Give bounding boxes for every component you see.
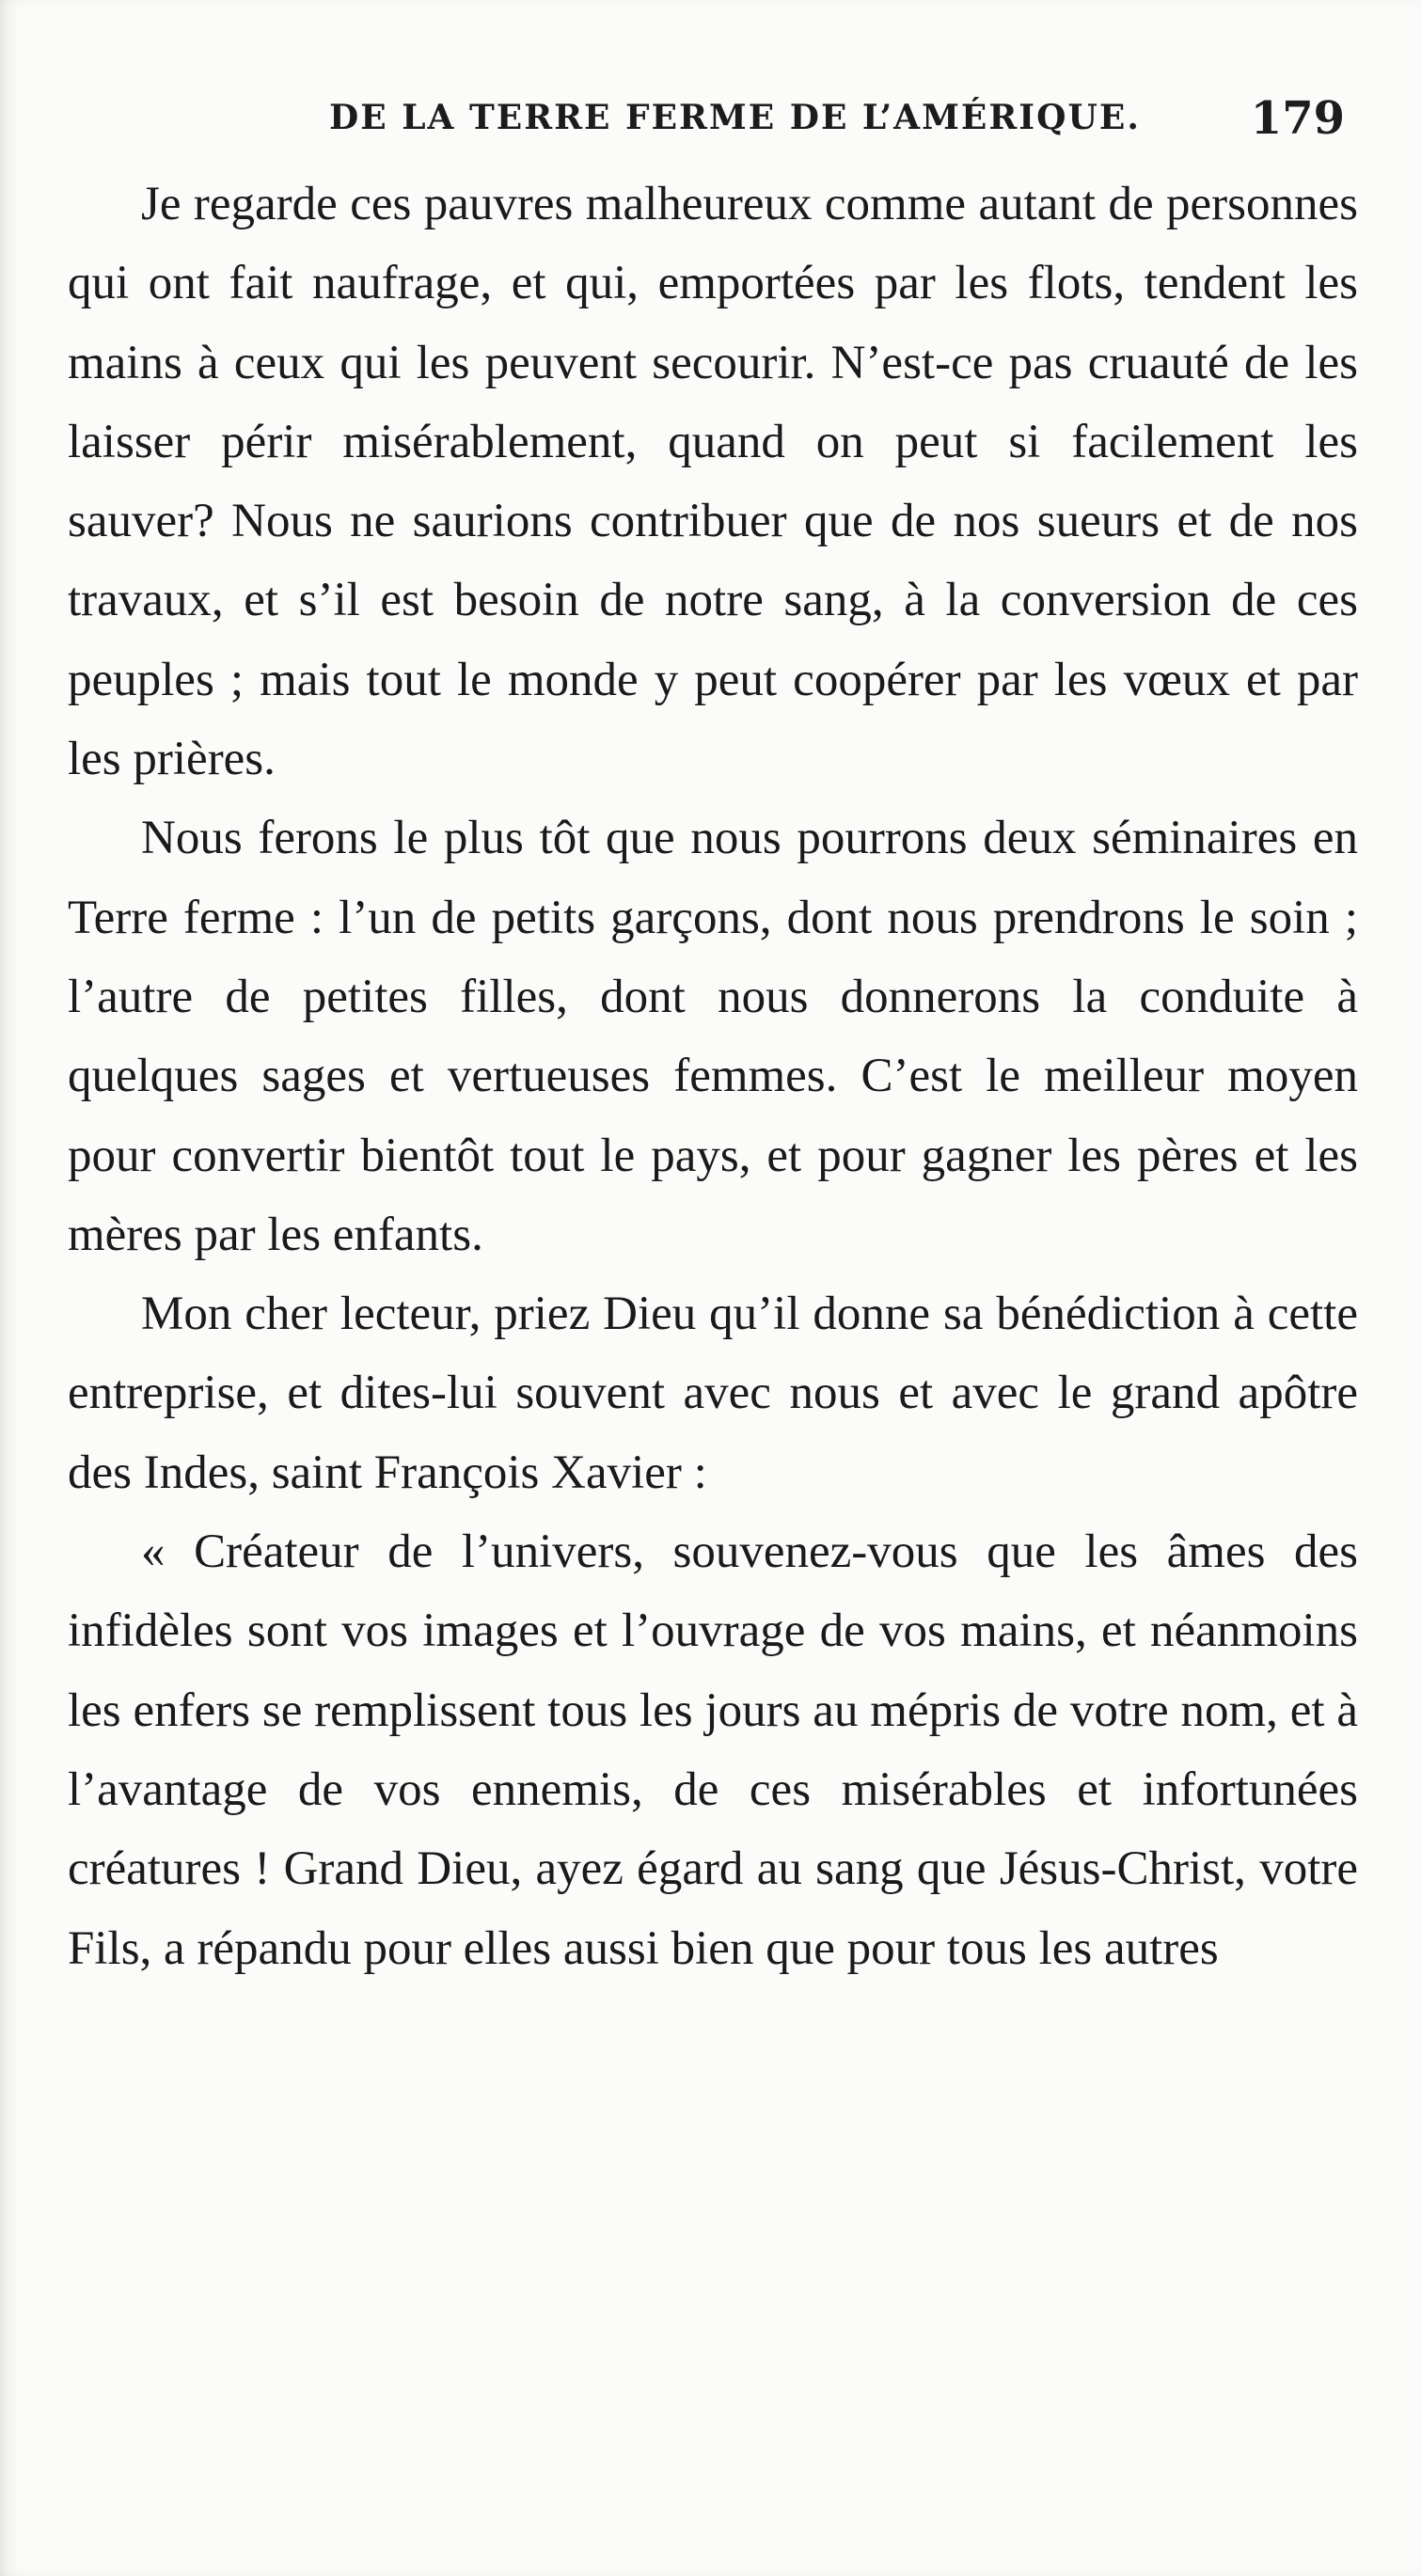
body-text xyxy=(68,165,1358,1988)
paragraph: Nous ferons le plus tôt que nous pourrons deux séminaires en Terre ferme : l’un de petits garçons, dont nous prendrons le soin ; l’autre de petites filles, dont nous donnerons la conduite à quelques sages et vertueuses femmes. C’est le meilleur moyen pour convertir bientôt tout le pays, et pour gagner les pères et les mères par les enfants. xyxy=(68,812,1358,1261)
paragraph: « Créateur de l’univers, souvenez-vous que les âmes des infidèles sont vos images et l’ouvrage de vos mains, et néanmoins les enfers se remplissent tous les jours au mépris de votre nom, et à l’avantage de vos ennemis, de ces misérables et infortunées créatures ! Grand Dieu, ayez égard au sang que Jésus-Christ, votre Fils, a répandu pour elles aussi bien que pour tous les autres xyxy=(68,1525,1358,1975)
page-header xyxy=(329,92,1345,149)
paragraph: Mon cher lecteur, priez Dieu qu’il donne sa bénédiction à cette entreprise, et dites-lui souvent avec nous et avec le grand apôtre des Indes, saint François Xavier : xyxy=(68,1288,1358,1499)
running-title: DE LA TERRE FERME DE L’AMÉRIQUE. xyxy=(329,98,1141,137)
page-number: 179 xyxy=(1250,92,1345,145)
paragraph: Je regarde ces pauvres malheureux comme autant de personnes qui ont fait naufrage, et qui, emportées par les flots, tendent les mains à ceux qui les peuvent secourir. N’est-ce pas cruauté de les laisser périr misérablement, quand on peut si facilement les sauver? Nous ne saurions contribuer que de nos sueurs et de nos travaux, et s’il est besoin de notre sang, à la conversion de ces peuples ; mais tout le monde y peut coopérer par les vœux et par les prières. xyxy=(68,178,1358,786)
